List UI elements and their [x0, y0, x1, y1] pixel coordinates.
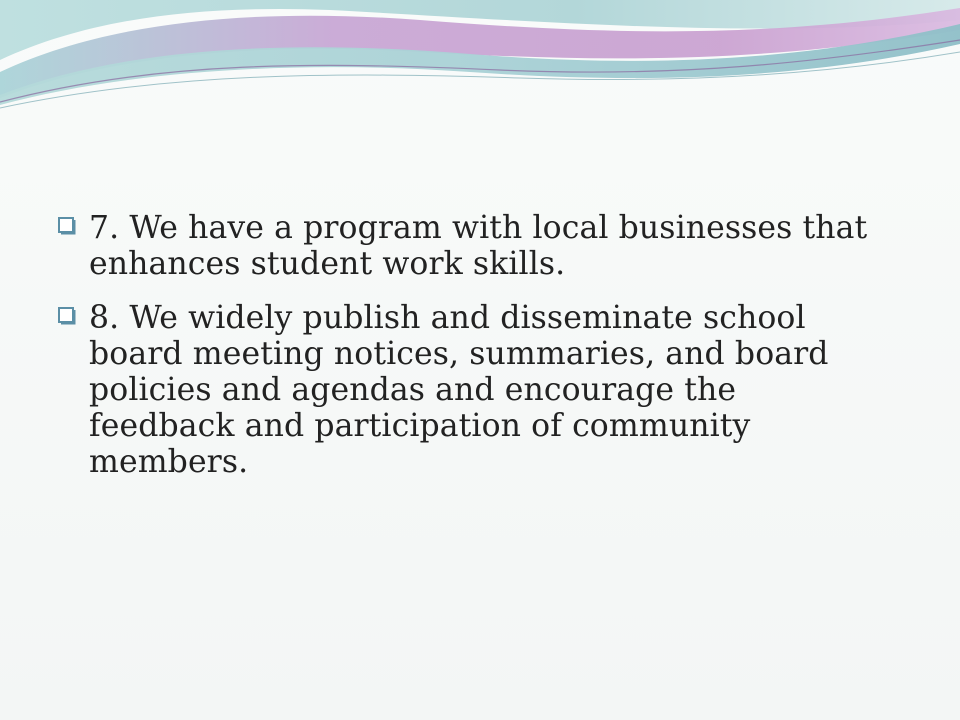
header-wave-decoration	[0, 0, 960, 120]
bullet-item-7	[58, 210, 878, 282]
hollow-square-bullet-icon	[58, 307, 76, 325]
bullet-item-8	[58, 300, 878, 480]
bullet-text: 7. We have a program with local businesses that enhances student work skills.	[89, 210, 868, 282]
bullet-text: 8. We widely publish and disseminate school board meeting notices, summaries, and board policies and agendas and encourage the feedback and participation of community members.	[89, 300, 829, 480]
hollow-square-bullet-icon	[58, 217, 76, 235]
bullet-list	[58, 210, 878, 498]
